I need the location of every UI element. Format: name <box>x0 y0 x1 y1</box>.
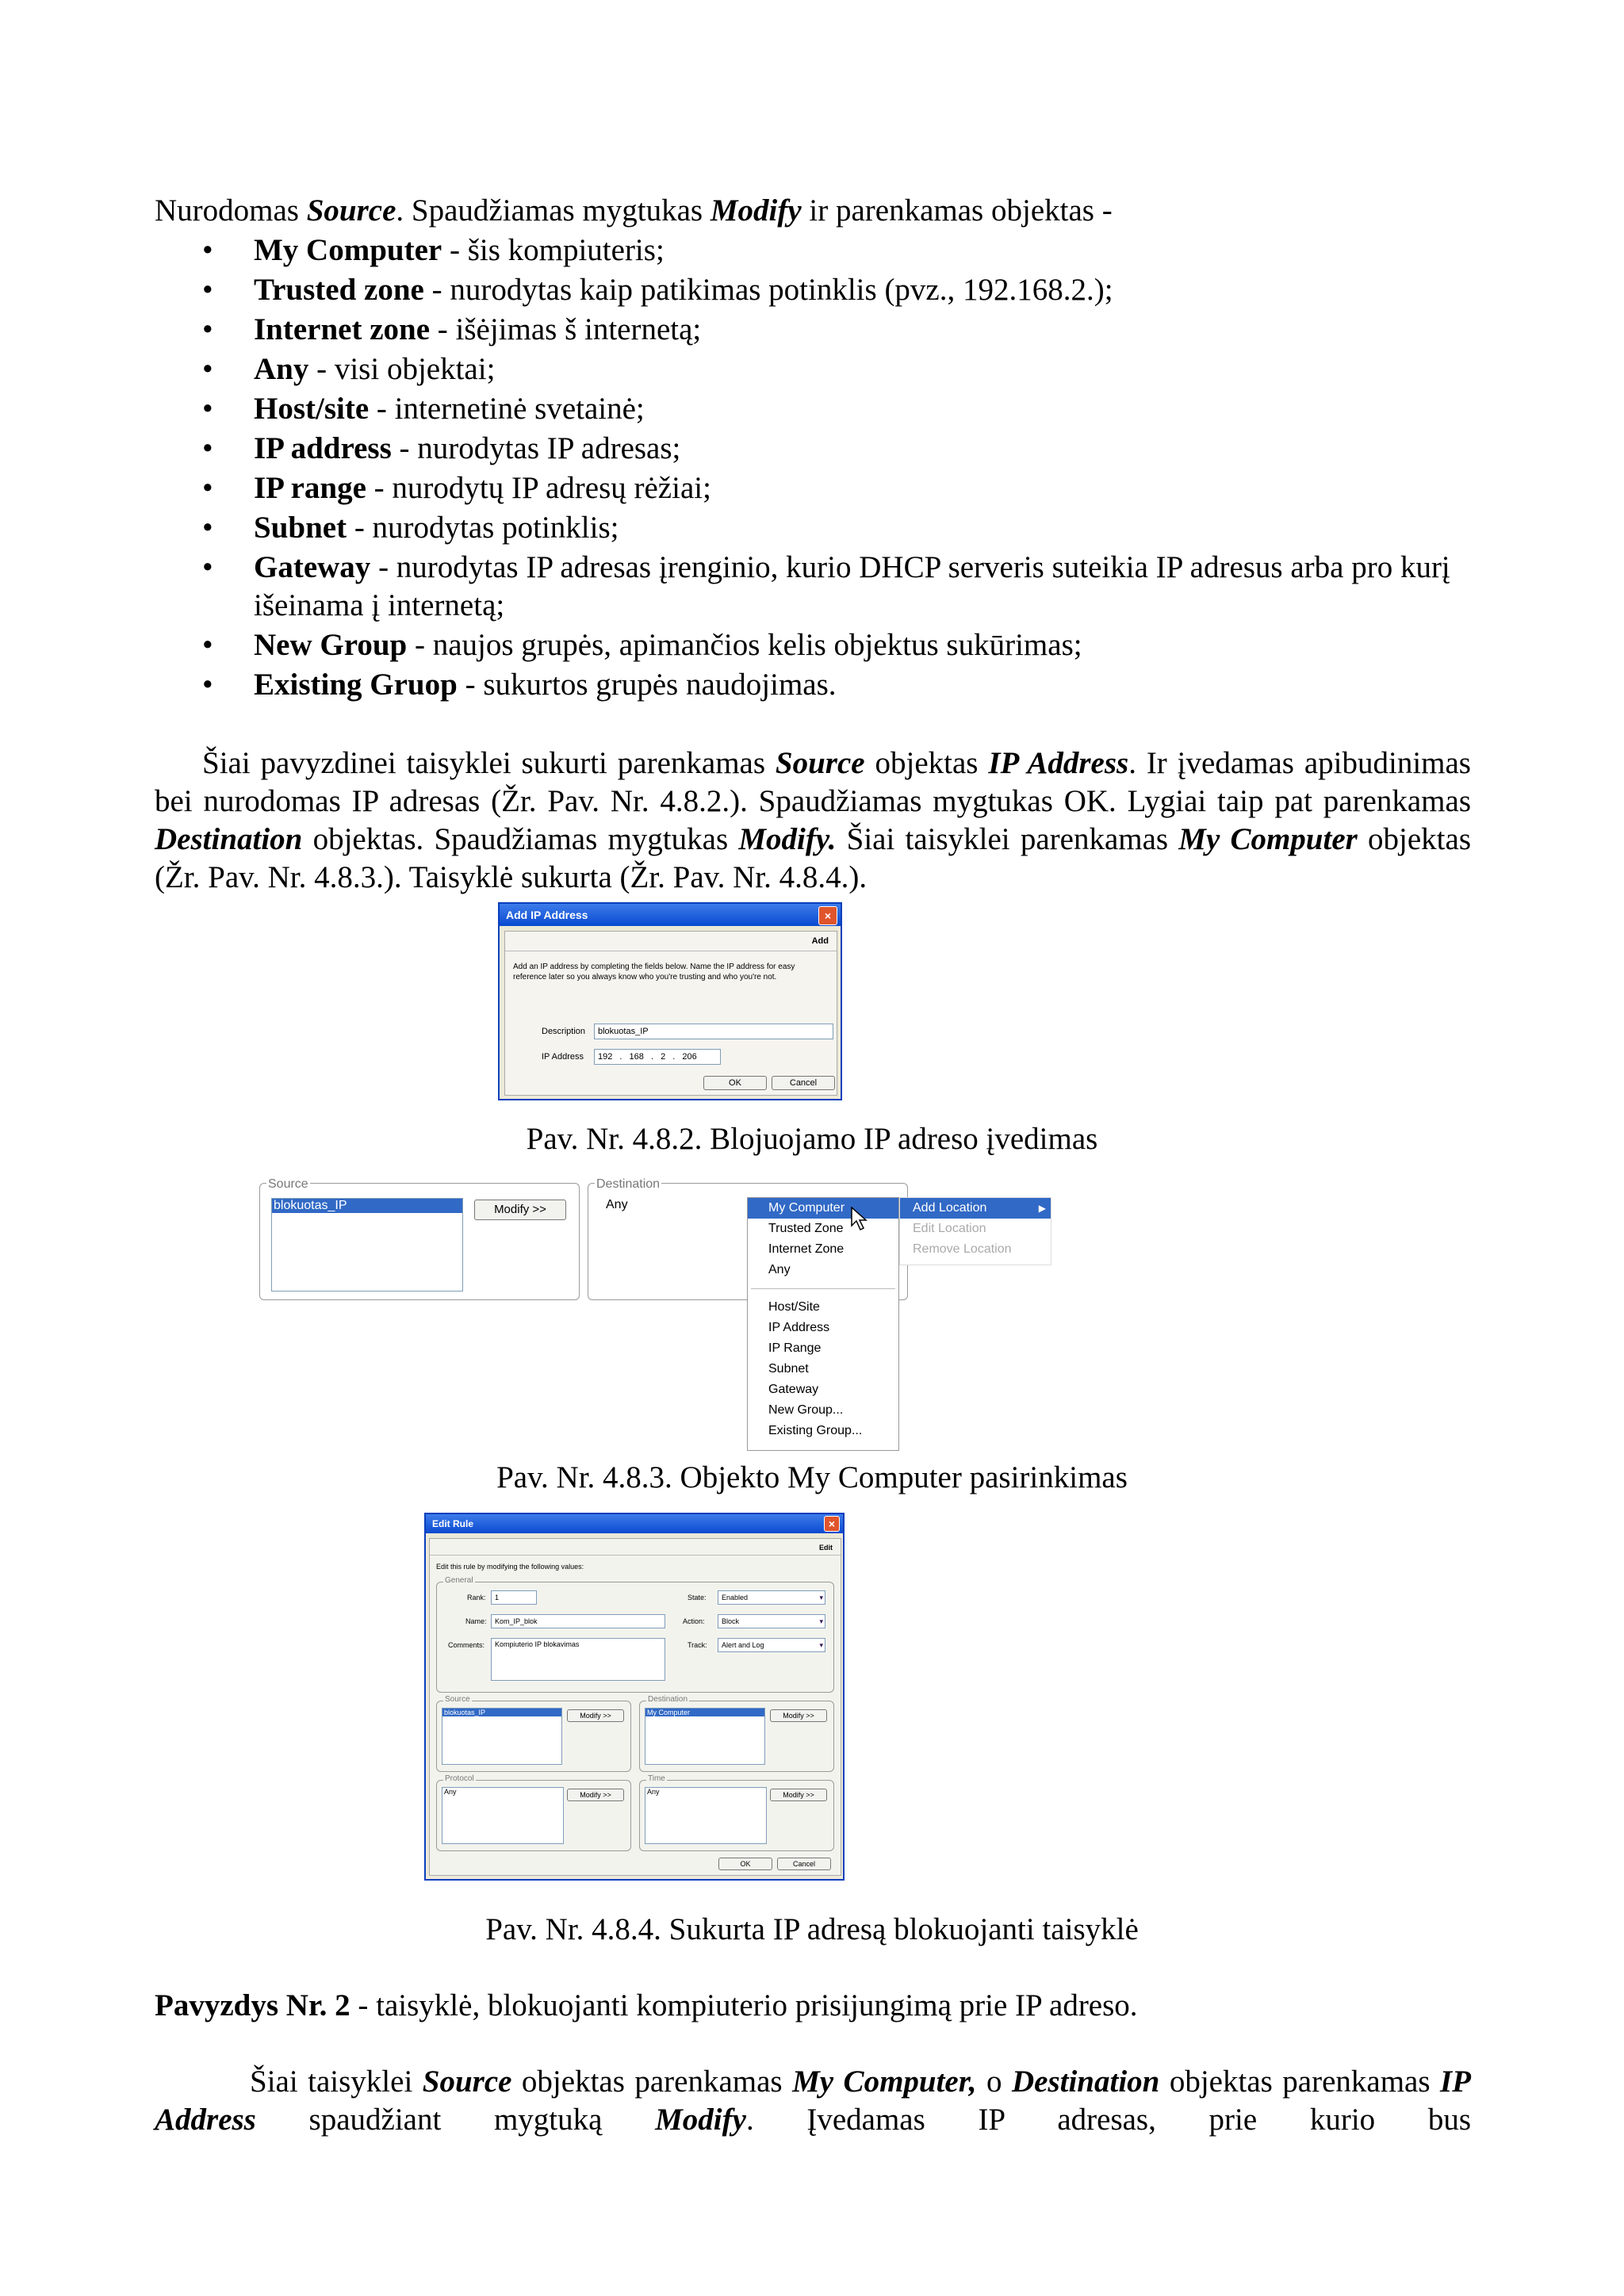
ip-address-label: IP Address <box>542 1052 584 1062</box>
time-modify-button[interactable]: Modify >> <box>770 1789 827 1801</box>
protocol-list[interactable]: Any <box>442 1787 564 1844</box>
example-2-heading: Pavyzdys Nr. 2 - taisyklė, blokuojanti kompiuterio prisijungimą prie IP adreso. <box>155 1988 1138 2022</box>
paragraph-1: Šiai pavyzdinei taisyklei sukurti parenkamas Source objektas IP Address. Ir įvedamas apibudinimas bei nurodomas IP adresas (Žr. Pav. Nr. 4.8.2.). Spaudžiamas mygtukas OK. Lygiai taip pat parenkamas Destination objektas. Spaudžiamas mygtukas Modify. Šiai taisyklei parenkamas My Computer objektas (Žr. Pav. Nr. 4.8.3.). Taisyklė sukurta (Žr. Pav. Nr. 4.8.4.). <box>155 746 1471 894</box>
source-group-label: Source <box>445 1695 470 1704</box>
menu-item-internet-zone[interactable]: Internet Zone <box>768 1242 845 1256</box>
general-group-label: General <box>445 1576 473 1585</box>
list-item: • IP range - nurodytų IP adresų rėžiai; <box>202 469 1471 507</box>
menu-item-gateway[interactable]: Gateway <box>768 1383 819 1396</box>
paragraph-2: Šiai taisyklei Source objektas parenkamas My Computer, o Destination objektas parenkamas IP Address spaudžiant mygtuką Modify. Įvedamas IP adresas, prie kurio bus <box>155 2064 1471 2137</box>
protocol-group-label: Protocol <box>445 1774 474 1783</box>
ok-button[interactable]: OK <box>718 1858 772 1870</box>
name-label: Name: <box>465 1617 487 1625</box>
dropdown-icon: ▾ <box>819 1594 823 1601</box>
intro-text-3: ir parenkamas objektas - <box>801 193 1113 228</box>
time-list[interactable]: Any <box>645 1787 767 1844</box>
source-list[interactable] <box>271 1198 463 1292</box>
object-context-menu <box>747 1197 899 1451</box>
name-input[interactable]: Kom_IP_blok <box>491 1614 665 1628</box>
menu-separator <box>751 1288 895 1289</box>
protocol-group <box>436 1774 631 1851</box>
dialog-titlebar <box>426 1514 843 1533</box>
edit-rule-dialog <box>424 1513 845 1881</box>
dialog-title: Add IP Address <box>506 909 588 921</box>
submenu-arrow-icon: ▶ <box>1038 1203 1046 1214</box>
description-input[interactable]: blokuotas_IP <box>594 1024 833 1039</box>
action-label: Action: <box>683 1617 705 1625</box>
destination-group <box>639 1695 834 1772</box>
list-item: • New Group - naujos grupės, apimančios kelis objektus sukūrimas; <box>202 626 1471 664</box>
submenu-item-remove-location: Remove Location <box>913 1242 1012 1256</box>
comments-input[interactable]: Kompiuterio IP blokavimas <box>491 1638 665 1681</box>
menu-item-subnet[interactable]: Subnet <box>768 1362 809 1376</box>
add-ip-address-dialog <box>498 902 842 1100</box>
track-select[interactable]: Alert and Log ▾ <box>718 1638 825 1652</box>
dialog-description: Add an IP address by completing the fields below. Name the IP address for easy reference later so you always know who you're trusting and who you're not. <box>513 962 795 982</box>
menu-item-trusted-zone[interactable]: Trusted Zone <box>768 1222 844 1235</box>
destination-list[interactable] <box>645 1708 765 1765</box>
intro-text-2: . Spaudžiamas mygtukas <box>396 193 710 228</box>
edit-instructions: Edit this rule by modifying the following values: <box>436 1563 584 1571</box>
cursor-arrow-icon <box>851 1207 868 1232</box>
dialog-title: Edit Rule <box>432 1518 474 1529</box>
protocol-modify-button[interactable]: Modify >> <box>567 1789 624 1801</box>
list-item: • Existing Gruop - sukurtos grupės naudojimas. <box>202 666 1471 704</box>
menu-item-my-computer[interactable]: My Computer <box>748 1198 898 1219</box>
time-group <box>639 1774 834 1851</box>
general-group <box>436 1576 834 1693</box>
destination-modify-button[interactable]: Modify >> <box>770 1709 827 1722</box>
list-item: • Any - visi objektai; <box>202 350 1471 388</box>
destination-list-item[interactable]: Any <box>606 1198 628 1211</box>
submenu-item-add-location[interactable]: Add Location ▶ <box>900 1198 1051 1219</box>
menu-item-ip-range[interactable]: IP Range <box>768 1341 822 1355</box>
list-item: • IP address - nurodytas IP adresas; <box>202 430 1471 468</box>
destination-list-item[interactable]: My Computer <box>645 1709 764 1716</box>
ip-address-input[interactable]: 192 . 168 . 2 . 206 <box>594 1049 721 1065</box>
list-item: • Gateway - nurodytas IP adresas įrenginio, kurio DHCP serveris suteikia IP adresus arba pro kurį išeinama į internetą; <box>202 549 1471 625</box>
list-item: • Internet zone - išėjimas š internetą; <box>202 311 1471 349</box>
state-select[interactable]: Enabled ▾ <box>718 1590 825 1605</box>
divider <box>430 1555 841 1556</box>
tab-edit[interactable]: Edit <box>819 1544 833 1552</box>
menu-item-ip-address[interactable]: IP Address <box>768 1321 830 1334</box>
intro-source: Source <box>306 193 396 228</box>
location-submenu <box>899 1197 1051 1265</box>
dialog-titlebar <box>500 904 841 926</box>
submenu-item-edit-location: Edit Location <box>913 1222 986 1235</box>
menu-item-any[interactable]: Any <box>768 1263 791 1276</box>
source-group <box>436 1695 631 1772</box>
list-item: • Trusted zone - nurodytas kaip patikimas potinklis (pvz., 192.168.2.); <box>202 271 1471 309</box>
figure-caption-3: Pav. Nr. 4.8.4. Sukurta IP adresą blokuojanti taisyklė <box>485 1912 1139 1946</box>
object-selection-figure <box>258 1177 1051 1449</box>
close-icon[interactable]: × <box>824 1516 840 1532</box>
cancel-button[interactable]: Cancel <box>777 1858 831 1870</box>
source-list[interactable] <box>442 1708 562 1765</box>
figure-caption-1: Pav. Nr. 4.8.2. Blojuojamo IP adreso įvedimas <box>526 1122 1098 1156</box>
tab-add[interactable]: Add <box>811 936 829 946</box>
action-select[interactable]: Block ▾ <box>718 1614 825 1628</box>
menu-item-existing-group[interactable]: Existing Group... <box>768 1424 863 1437</box>
ok-button[interactable]: OK <box>703 1076 767 1090</box>
source-modify-button[interactable]: Modify >> <box>567 1709 624 1722</box>
comments-label: Comments: <box>448 1641 485 1649</box>
track-label: Track: <box>688 1641 707 1649</box>
list-item: • My Computer - šis kompiuteris; <box>202 232 1471 270</box>
source-group <box>259 1177 580 1300</box>
dialog-panel <box>504 931 837 1096</box>
source-group-label: Source <box>268 1177 308 1191</box>
rank-label: Rank: <box>467 1594 486 1601</box>
destination-group-label: Destination <box>648 1695 688 1704</box>
close-icon[interactable]: × <box>818 906 837 925</box>
description-label: Description <box>542 1027 586 1036</box>
source-modify-button[interactable]: Modify >> <box>474 1200 566 1220</box>
source-list-item[interactable]: blokuotas_IP <box>272 1199 462 1213</box>
figure-caption-2: Pav. Nr. 4.8.3. Objekto My Computer pasirinkimas <box>496 1460 1128 1494</box>
object-list <box>202 232 1471 706</box>
intro-text: Nurodomas <box>155 193 307 228</box>
rank-input[interactable]: 1 <box>491 1590 537 1605</box>
intro-modify: Modify <box>710 193 802 228</box>
time-group-label: Time <box>648 1774 665 1783</box>
state-label: State: <box>688 1594 707 1601</box>
dialog-panel <box>429 1538 841 1876</box>
source-list-item[interactable]: blokuotas_IP <box>442 1709 561 1716</box>
cancel-button[interactable]: Cancel <box>772 1076 835 1090</box>
menu-item-host-site[interactable]: Host/Site <box>768 1300 820 1314</box>
destination-group-label: Destination <box>596 1177 661 1191</box>
list-item: • Host/site - internetinė svetainė; <box>202 390 1471 428</box>
list-item: • Subnet - nurodytas potinklis; <box>202 509 1471 547</box>
menu-item-new-group[interactable]: New Group... <box>768 1403 844 1417</box>
dropdown-icon: ▾ <box>819 1641 823 1649</box>
dropdown-icon: ▾ <box>819 1617 823 1625</box>
intro-line <box>155 192 1113 230</box>
